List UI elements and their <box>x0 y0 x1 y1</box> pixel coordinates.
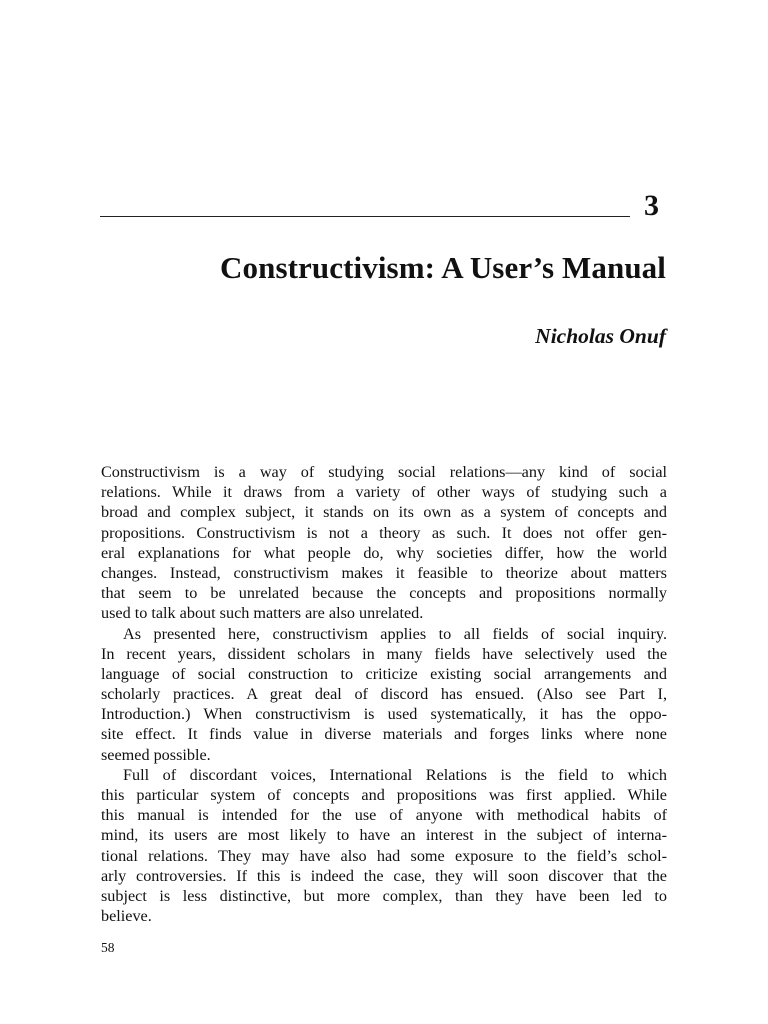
text-line: seemed possible. <box>101 745 211 764</box>
text-line: tional relations. They may have also had some exposure to the field’s schol- <box>101 846 667 865</box>
chapter-title: Constructivism: A User’s Manual <box>220 250 666 285</box>
body-text <box>101 462 667 926</box>
text-line: As presented here, constructivism applies to all fields of social inquiry. <box>123 624 667 643</box>
text-line: Full of discordant voices, International Relations is the field to which <box>123 765 667 784</box>
paragraph-2 <box>101 624 667 765</box>
text-line: arly controversies. If this is indeed the case, they will soon discover that the <box>101 866 667 885</box>
text-line: broad and complex subject, it stands on its own as a system of concepts and <box>101 503 667 522</box>
chapter-number: 3 <box>644 189 659 222</box>
text-line: this particular system of concepts and propositions was first applied. While <box>101 786 667 804</box>
text-line: used to talk about such matters are also unrelated. <box>101 604 424 623</box>
text-line: that seem to be unrelated because the concepts and propositions normally <box>101 584 667 603</box>
paragraph-1 <box>101 462 667 624</box>
text-line: Constructivism is a way of studying social relations—any kind of social <box>101 463 667 481</box>
text-line: believe. <box>101 907 152 926</box>
text-line: language of social construction to criticize existing social arrangements and <box>101 664 667 683</box>
text-line: scholarly practices. A great deal of discord has ensued. (Also see Part I, <box>101 685 667 704</box>
text-line: In recent years, dissident scholars in many fields have selectively used the <box>101 644 667 663</box>
text-line: subject is less distinctive, but more complex, than they have been led to <box>101 886 667 905</box>
text-line: mind, its users are most likely to have an interest in the subject of interna- <box>101 826 667 845</box>
text-line: this manual is intended for the use of anyone with methodical habits of <box>101 806 667 825</box>
text-line: changes. Instead, constructivism makes it feasible to theorize about matters <box>101 563 667 582</box>
text-line: site effect. It finds value in diverse materials and forges links where none <box>101 725 667 744</box>
text-line: Introduction.) When constructivism is used systematically, it has the oppo- <box>101 705 667 724</box>
page-number: 58 <box>101 940 115 955</box>
text-line: propositions. Constructivism is not a theory as such. It does not offer gen- <box>101 523 667 542</box>
text-line: relations. While it draws from a variety of other ways of studying such a <box>101 483 667 502</box>
paragraph-3 <box>101 765 667 927</box>
text-line: eral explanations for what people do, why societies differ, how the world <box>101 543 667 562</box>
author-name: Nicholas Onuf <box>535 324 666 348</box>
chapter-rule <box>100 216 630 217</box>
